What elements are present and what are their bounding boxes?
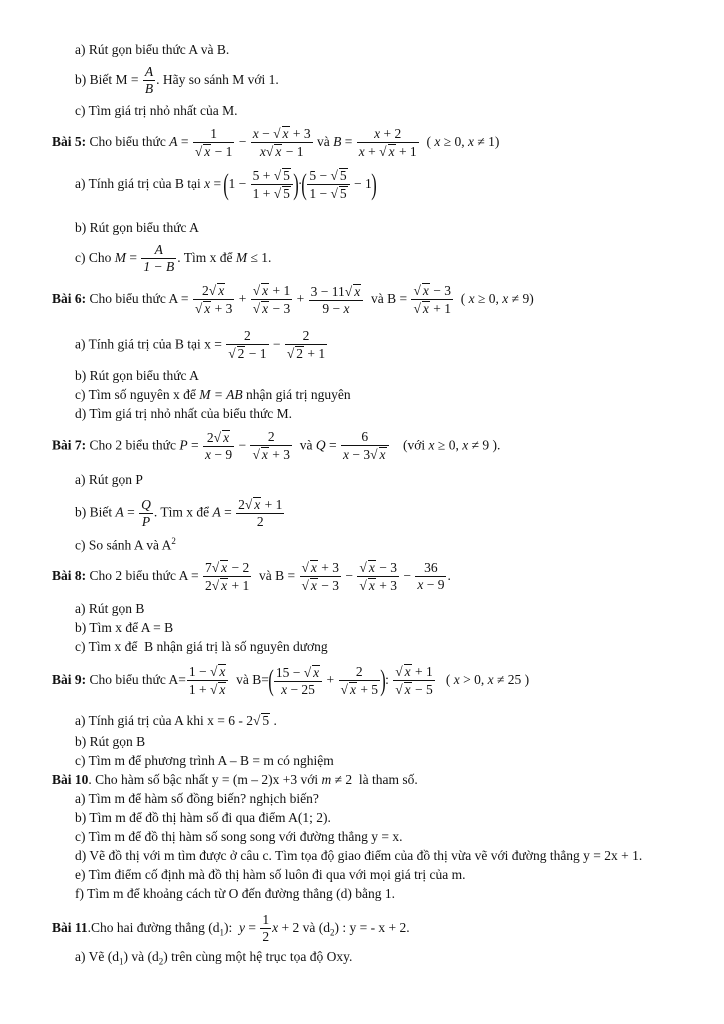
doc-line: Bài 9: Cho biểu thức A= $\frac{1 - √ x}{1 + √ x}$ và B=( $\frac{15 - √ x}{x - 25}$ + $\frac{2}{√ x + 5}$ ): $\frac{√ x + 1}{√ x - 5}$ ( x > 0, x ≠ 25 )	[52, 663, 530, 698]
doc-line: a) Rút gọn biểu thức A và B.	[75, 42, 230, 57]
doc-line: Bài 11.Cho hai đường thẳng $(d_1)$: y = $\frac{1}{2}$ x + 2 và $(d_2)$ : y = - x + 2.	[52, 912, 410, 945]
doc-line: c) Tìm m để đồ thị hàm số song song với đường thẳng y = x.	[75, 829, 403, 844]
doc-line: b) Tìm x để A = B	[75, 620, 174, 635]
doc-line: d) Vẽ đồ thị với m tìm được ở câu c. Tìm tọa độ giao điểm của đồ thị vừa vẽ với đường thẳng y = 2x + 1.	[75, 848, 643, 863]
doc-line: Bài 6: Cho biểu thức A = $\frac{2√ x}{√ x + 3}$ + $\frac{√ x + 1}{√ x - 3}$ + $\frac{3 - 11√ x}{9 - x}$ và B = $\frac{√ x - 3}{√ x + 1}$ ( x ≥ 0, x ≠ 9)	[52, 283, 534, 317]
doc-line: b) Biết M = $\frac{A}{B}$ . Hãy so sánh M với 1.	[75, 64, 279, 97]
doc-line: f) Tìm m để khoảng cách từ O đến đường thẳng (d) bằng 1.	[75, 886, 395, 901]
doc-line: d) Tìm giá trị nhỏ nhất của biểu thức M.	[75, 406, 293, 421]
doc-line: b) Rút gọn biểu thức A	[75, 368, 199, 383]
doc-line: a) Tính giá trị của A khi x = 6 - 2√ 5 .	[75, 713, 277, 728]
doc-line: a) Tính giá trị của B tại x = (1 − $\frac{5 + √ 5}{1 + √ 5}$ )·( $\frac{5 - √ 5}{1 - √ 5}$ − 1)	[75, 167, 377, 202]
doc-line: Bài 5: Cho biểu thức A = $\frac{1}{√ x - 1}$ − $\frac{x - √ x + 3}{x√ x - 1}$ và B = $\frac{x + 2}{x + √ x + 1}$ ( x ≥ 0, x ≠ 1)	[52, 125, 500, 160]
doc-line: c) Tìm số nguyên x để M = AB nhận giá trị nguyên	[75, 387, 351, 402]
doc-line: c) Tìm m để phương trình A – B = m có nghiệm	[75, 753, 334, 768]
doc-line: e) Tìm điểm cố định mà đồ thị hàm số luôn đi qua với mọi giá trị của m.	[75, 867, 466, 882]
doc-line: c) Tìm x để B nhận giá trị là số nguyên dương	[75, 639, 328, 654]
doc-line: c) Cho M = $\frac{A}{1 - B}$ . Tìm x để M ≤ 1.	[75, 242, 272, 275]
doc-line: Bài 8: Cho 2 biểu thức A = $\frac{7√ x - 2}{2√ x + 1}$ và B = $\frac{√ x + 3}{√ x - 3}$ − $\frac{√ x - 3}{√ x + 3}$ − $\frac{36}{x - 9}$ .	[52, 560, 451, 594]
doc-line: a) Tìm m để hàm số đồng biến? nghịch biến?	[75, 791, 319, 806]
doc-line: b) Biết A = $\frac{Q}{P}$ . Tìm x để A = $\frac{2√ x + 1}{2}$	[75, 496, 283, 530]
doc-line: Bài 10. Cho hàm số bậc nhất y = (m – 2)x +3 với m ≠ 2 là tham số.	[52, 772, 418, 787]
doc-line: c) So sánh A và $A^2$	[75, 536, 176, 553]
doc-line: b) Rút gọn B	[75, 734, 146, 749]
doc-line: a) Rút gọn B	[75, 601, 145, 616]
doc-line: c) Tìm giá trị nhỏ nhất của M.	[75, 103, 238, 118]
doc-line: Bài 7: Cho 2 biểu thức P = $\frac{2√ x}{x - 9}$ − $\frac{2}{√ x + 3}$ và Q = $\frac{6}{x - 3√ x}$ (với x ≥ 0, x ≠ 9 ).	[52, 429, 501, 463]
doc-line: b) Tìm m để đồ thị hàm số đi qua điểm A(1; 2).	[75, 810, 331, 825]
doc-line: a) Vẽ $(d_1)$ và $(d_2)$ trên cùng một hệ trục tọa độ Oxy.	[75, 949, 353, 967]
doc-line: a) Rút gọn P	[75, 472, 143, 487]
doc-line: b) Rút gọn biểu thức A	[75, 220, 199, 235]
doc-line: a) Tính giá trị của B tại x = $\frac{2}{√ 2 - 1}$ − $\frac{2}{√ 2 + 1}$	[75, 328, 326, 362]
